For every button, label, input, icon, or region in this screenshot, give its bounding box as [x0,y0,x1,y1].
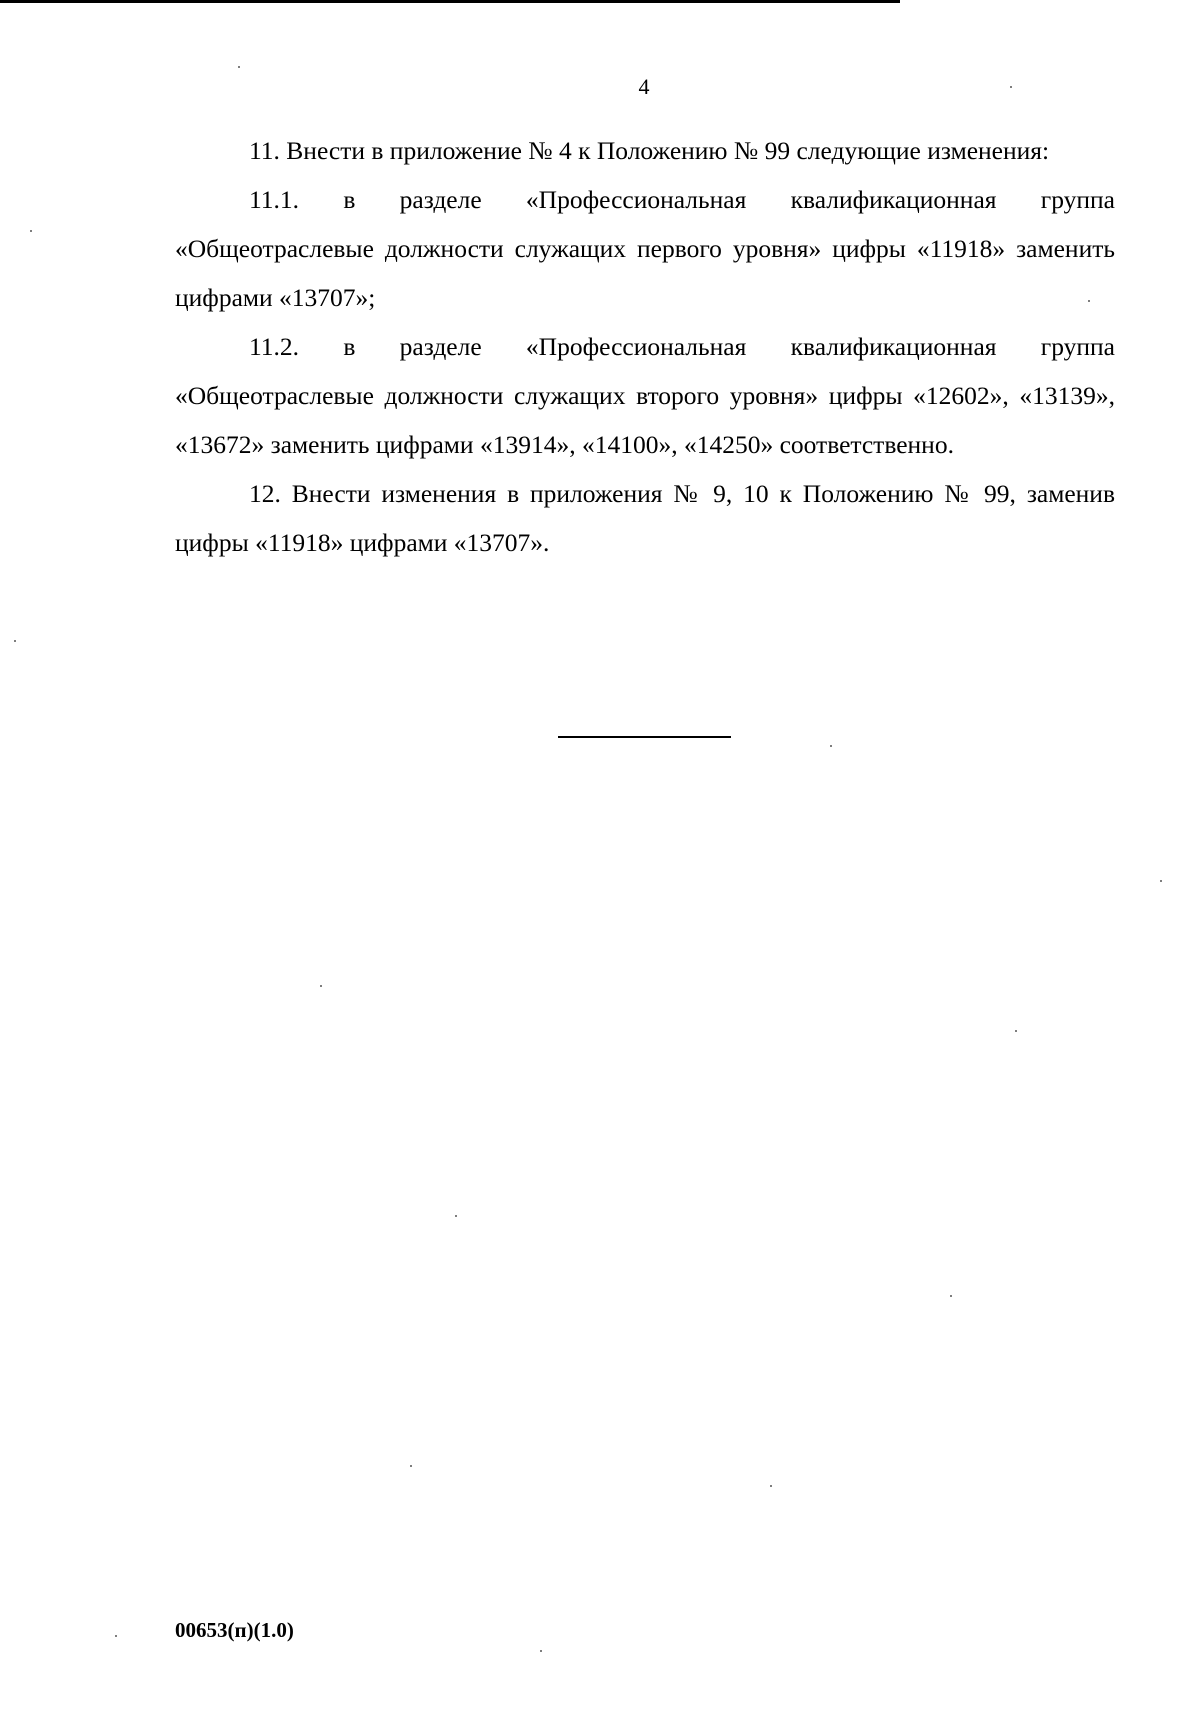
document-body [175,126,1115,567]
scan-top-edge [0,0,900,3]
scan-speck [1010,86,1012,88]
paragraph-12: 12. Внести изменения в приложения № 9, 10 к Положению № 99, заменив цифры «11918» цифрами «13707». [175,479,1115,557]
scan-speck [14,640,16,642]
paragraph-11: 11. Внести в приложение № 4 к Положению № 99 следующие изменения: [249,136,1050,165]
scan-speck [238,66,240,68]
scan-speck [1015,1030,1017,1032]
scan-speck [115,1635,117,1637]
scan-speck [30,230,32,232]
end-divider-line [558,736,731,738]
page-number: 4 [638,74,650,99]
paragraph-11-2: 11.2. в разделе «Профессиональная квалификационная группа «Общеотраслевые должности служащих второго уровня» цифры «12602», «13139», «13672» заменить цифрами «13914», «14100», «14250» соответственно. [175,332,1115,459]
scan-speck [540,1650,542,1652]
scan-speck [830,745,832,747]
paragraph-11-1: 11.1. в разделе «Профессиональная квалификационная группа «Общеотраслевые должности служащих первого уровня» цифры «11918» заменить цифрами «13707»; [175,185,1115,312]
scan-speck [770,1485,772,1487]
scan-speck [1088,300,1090,302]
scan-speck [1160,880,1162,882]
scan-speck [455,1215,457,1217]
scan-speck [950,1295,952,1297]
scan-speck [320,985,322,987]
scan-speck [410,1465,412,1467]
document-code: 00653(п)(1.0) [175,1618,294,1642]
